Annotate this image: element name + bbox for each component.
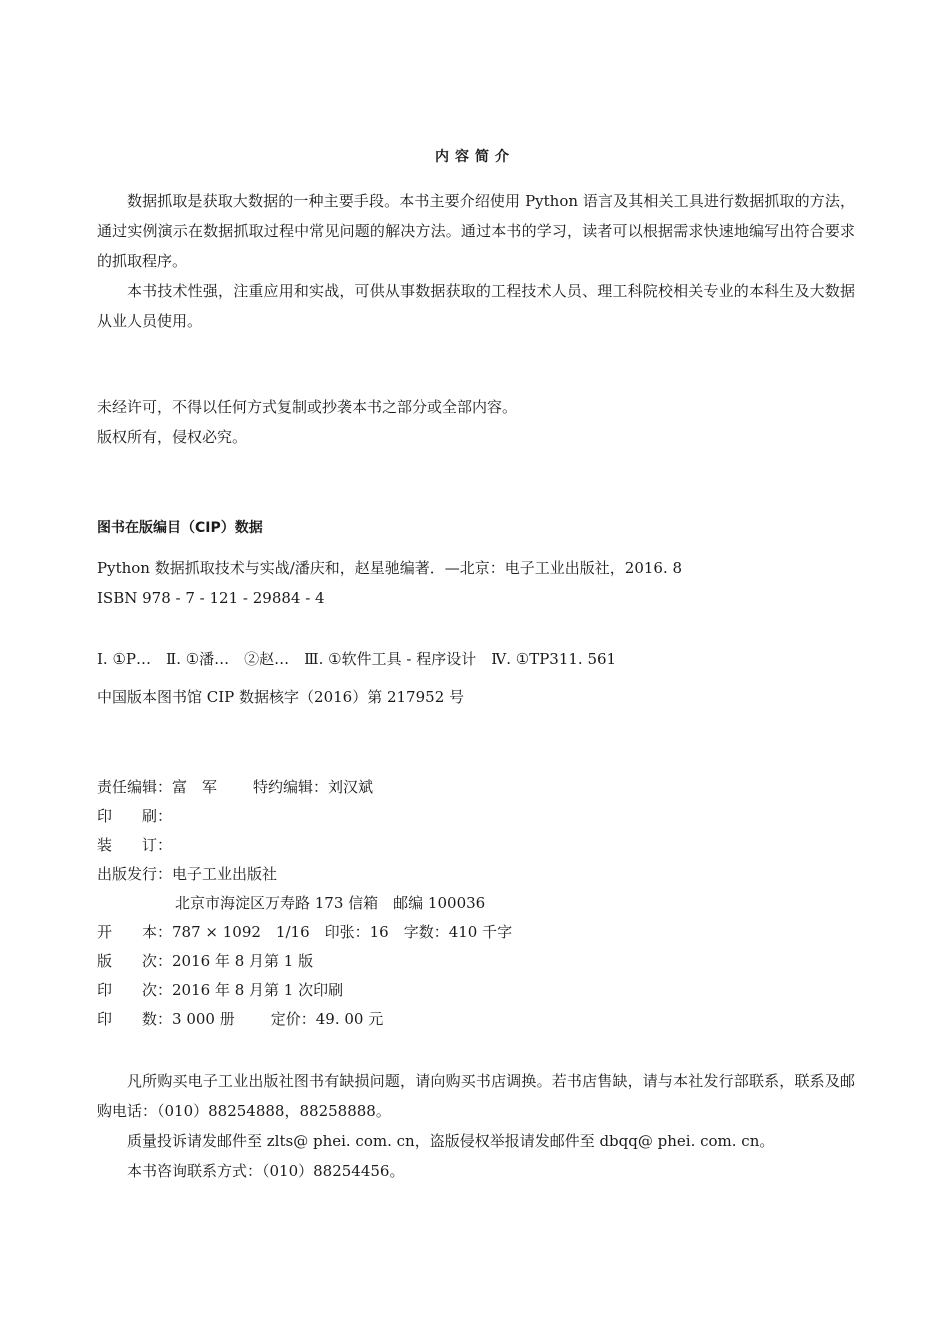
publisher-address: 北京市海淀区万寿路 173 信箱 邮编 100036 bbox=[175, 894, 486, 912]
publication-info bbox=[97, 773, 855, 1034]
edition-value: 2016 年 8 月第 1 版 bbox=[172, 952, 314, 970]
binding-label: 装 订： bbox=[97, 836, 173, 854]
summary-section bbox=[97, 186, 855, 336]
publisher-value: 电子工业出版社 bbox=[172, 865, 278, 883]
special-editor-value: 刘汉斌 bbox=[328, 778, 374, 796]
summary-paragraph-2: 本书技术性强，注重应用和实战，可供从事数据获取的工程技术人员、理工科院校相关专业的本科生及大数据从业人员使用。 bbox=[97, 282, 855, 330]
copies-label: 印 数： bbox=[97, 1010, 173, 1028]
copyright-rights: 版权所有，侵权必究。 bbox=[97, 428, 248, 446]
format-label: 开 本： bbox=[97, 923, 173, 941]
publisher-row bbox=[97, 860, 855, 889]
price-value: 49. 00 元 bbox=[315, 1010, 384, 1028]
format-value: 787 × 1092 1/16 印张：16 字数：410 千字 bbox=[172, 923, 513, 941]
cip-classification: Ⅰ. ①P… Ⅱ. ①潘… ②赵… Ⅲ. ①软件工具 - 程序设计 Ⅳ. ①TP311. 561 bbox=[97, 650, 617, 668]
copyright-notice-section bbox=[97, 392, 855, 452]
cip-verification: 中国版本图书馆 CIP 数据核字（2016）第 217952 号 bbox=[97, 688, 465, 706]
summary-heading: 内容简介 bbox=[435, 149, 515, 165]
cip-title: 图书在版编目（CIP）数据 bbox=[97, 520, 263, 536]
cip-isbn: ISBN 978 - 7 - 121 - 29884 - 4 bbox=[97, 589, 325, 607]
contact-section bbox=[97, 1066, 855, 1186]
contact-paragraph-1: 凡所购买电子工业出版社图书有缺损问题，请向购买书店调换。若书店售缺，请与本社发行部联系，联系及邮购电话：（010）88254888，88258888。 bbox=[97, 1072, 855, 1120]
copyright-notice: 未经许可，不得以任何方式复制或抄袭本书之部分或全部内容。 bbox=[97, 398, 518, 416]
contact-paragraph-3: 本书咨询联系方式：（010）88254456。 bbox=[127, 1162, 405, 1180]
print-label: 印 刷： bbox=[97, 807, 173, 825]
impression-label: 印 次： bbox=[97, 981, 173, 999]
price-label: 定价： bbox=[270, 1010, 316, 1028]
address-row bbox=[97, 889, 855, 918]
cip-record-line: Python 数据抓取技术与实战/潘庆和，赵星驰编著．—北京：电子工业出版社，2016. 8 bbox=[97, 559, 683, 577]
editor-label: 责任编辑： bbox=[97, 778, 173, 796]
publisher-label: 出版发行： bbox=[97, 865, 173, 883]
impression-row bbox=[97, 976, 855, 1005]
editor-value: 富 军 bbox=[172, 778, 218, 796]
edition-label: 版 次： bbox=[97, 952, 173, 970]
format-row bbox=[97, 918, 855, 947]
copies-row bbox=[97, 1005, 855, 1034]
impression-value: 2016 年 8 月第 1 次印刷 bbox=[172, 981, 344, 999]
copies-value: 3 000 册 bbox=[172, 1010, 235, 1028]
binding-row bbox=[97, 831, 855, 860]
contact-paragraph-2: 质量投诉请发邮件至 zlts@ phei. com. cn，盗版侵权举报请发邮件至 dbqq@ phei. com. cn。 bbox=[127, 1132, 775, 1150]
cip-section bbox=[97, 513, 855, 712]
print-row bbox=[97, 802, 855, 831]
special-editor-label: 特约编辑： bbox=[253, 778, 329, 796]
edition-row bbox=[97, 947, 855, 976]
editor-row bbox=[97, 773, 855, 802]
summary-paragraph-1: 数据抓取是获取大数据的一种主要手段。本书主要介绍使用 Python 语言及其相关工具进行数据抓取的方法，通过实例演示在数据抓取过程中常见问题的解决方法。通过本书的学习，读者可以根据需求快速地编写出符合要求的抓取程序。 bbox=[97, 192, 855, 270]
